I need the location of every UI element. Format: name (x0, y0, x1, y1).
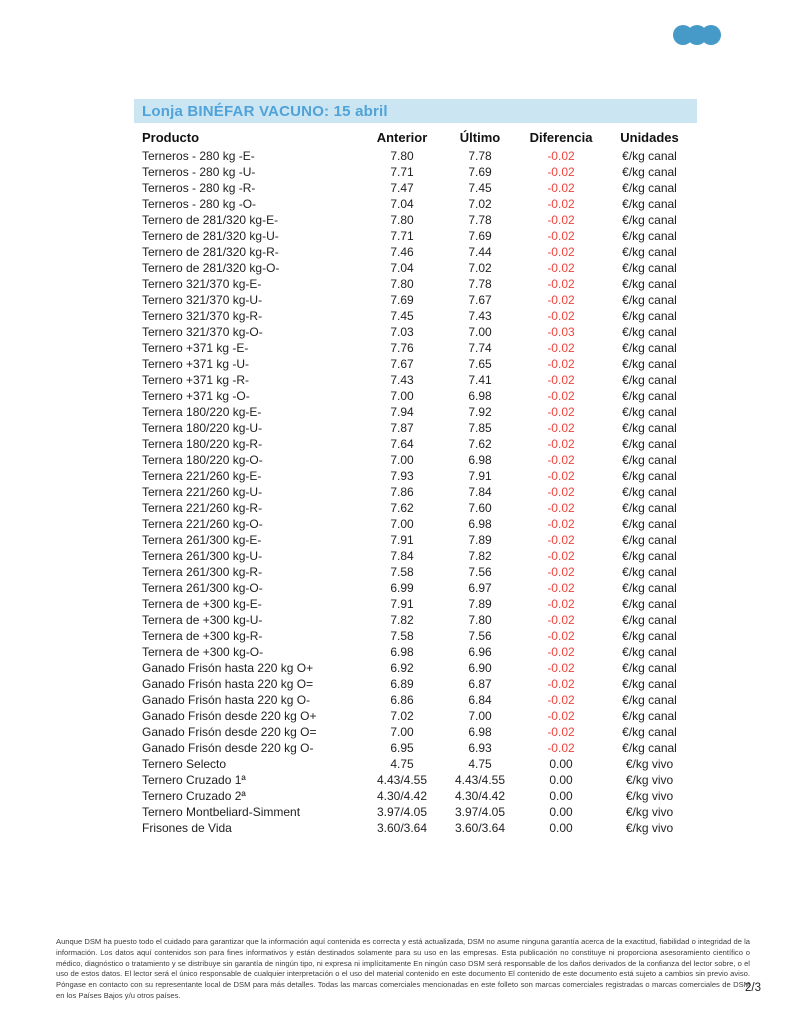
table-row (134, 692, 697, 708)
cell-ultimo: 7.85 (468, 421, 492, 435)
table-row (134, 436, 697, 452)
cell-anterior: 7.86 (390, 485, 414, 499)
cell-unidades: €/kg canal (622, 197, 677, 211)
table-row (134, 212, 697, 228)
table-row (134, 324, 697, 340)
cell-producto: Ternera 261/300 kg-E- (142, 533, 262, 547)
cell-ultimo: 7.69 (468, 165, 492, 179)
cell-ultimo: 6.90 (468, 661, 492, 675)
cell-ultimo: 7.00 (468, 325, 492, 339)
cell-producto: Ternero Montbeliard-Simment (142, 805, 301, 819)
cell-diferencia: -0.02 (547, 421, 575, 435)
cell-anterior: 7.04 (390, 261, 414, 275)
cell-anterior: 6.86 (390, 693, 414, 707)
cell-anterior: 7.71 (390, 229, 414, 243)
cell-unidades: €/kg canal (622, 325, 677, 339)
cell-unidades: €/kg canal (622, 149, 677, 163)
cell-unidades: €/kg canal (622, 725, 677, 739)
cell-ultimo: 7.60 (468, 501, 492, 515)
cell-ultimo: 3.97/4.05 (454, 805, 506, 819)
cell-producto: Ternera 221/260 kg-O- (142, 517, 263, 531)
table-row (134, 676, 697, 692)
cell-producto: Ternera 221/260 kg-R- (142, 501, 263, 515)
cell-producto: Ternera 180/220 kg-O- (142, 453, 263, 467)
cell-unidades: €/kg vivo (625, 821, 674, 835)
column-header-diferencia: Diferencia (529, 129, 593, 145)
cell-anterior: 7.82 (390, 613, 414, 627)
cell-diferencia: -0.02 (547, 453, 575, 467)
table-row (134, 420, 697, 436)
cell-producto: Ternero Cruzado 1ª (142, 773, 246, 787)
cell-unidades: €/kg canal (622, 709, 677, 723)
column-header-producto: Producto (142, 129, 200, 145)
cell-anterior: 7.00 (390, 517, 414, 531)
cell-unidades: €/kg canal (622, 613, 677, 627)
cell-ultimo: 6.98 (468, 389, 492, 403)
cell-unidades: €/kg canal (622, 661, 677, 675)
cell-producto: Terneros - 280 kg -U- (142, 165, 256, 179)
cell-anterior: 7.02 (390, 709, 414, 723)
cell-anterior: 4.30/4.42 (376, 789, 428, 803)
cell-ultimo: 7.78 (468, 149, 492, 163)
cell-ultimo: 7.41 (468, 373, 492, 387)
column-header-unidades: Unidades (620, 129, 679, 145)
table-row (134, 820, 697, 836)
cell-producto: Ternero +371 kg -R- (142, 373, 250, 387)
cell-producto: Ganado Frisón hasta 220 kg O+ (142, 661, 314, 675)
cell-diferencia: -0.02 (547, 437, 575, 451)
cell-ultimo: 6.98 (468, 453, 492, 467)
cell-anterior: 6.95 (390, 741, 414, 755)
cell-diferencia: -0.02 (547, 677, 575, 691)
cell-ultimo: 7.80 (468, 613, 492, 627)
cell-unidades: €/kg canal (622, 597, 677, 611)
cell-diferencia: -0.02 (547, 293, 575, 307)
table-row (134, 724, 697, 740)
table-row (134, 452, 697, 468)
cell-producto: Ganado Frisón desde 220 kg O+ (142, 709, 317, 723)
cell-unidades: €/kg canal (622, 181, 677, 195)
cell-anterior: 7.76 (390, 341, 414, 355)
table-row (134, 292, 697, 308)
cell-ultimo: 7.69 (468, 229, 492, 243)
table-row (134, 340, 697, 356)
cell-producto: Terneros - 280 kg -R- (142, 181, 256, 195)
cell-anterior: 7.47 (390, 181, 414, 195)
cell-unidades: €/kg canal (622, 533, 677, 547)
cell-producto: Ganado Frisón desde 220 kg O= (142, 725, 317, 739)
cell-unidades: €/kg canal (622, 741, 677, 755)
cell-producto: Ternero de 281/320 kg-E- (142, 213, 279, 227)
cell-diferencia: -0.03 (547, 325, 575, 339)
cell-producto: Ternero 321/370 kg-U- (142, 293, 263, 307)
table-row (134, 228, 697, 244)
table-row (134, 500, 697, 516)
cell-producto: Ternera 180/220 kg-R- (142, 437, 263, 451)
cell-ultimo: 6.87 (468, 677, 492, 691)
cell-producto: Ternera de +300 kg-O- (142, 645, 264, 659)
report-title: Lonja BINÉFAR VACUNO: 15 abril (142, 102, 388, 120)
table-row (134, 740, 697, 756)
table-row (134, 804, 697, 820)
cell-anterior: 7.46 (390, 245, 414, 259)
table-row (134, 644, 697, 660)
cell-unidades: €/kg canal (622, 565, 677, 579)
cell-producto: Ganado Frisón hasta 220 kg O= (142, 677, 314, 691)
cell-anterior: 6.99 (390, 581, 414, 595)
cell-anterior: 7.93 (390, 469, 414, 483)
table-row (134, 276, 697, 292)
cell-producto: Terneros - 280 kg -E- (142, 149, 255, 163)
table-row (134, 756, 697, 772)
cell-producto: Ternero 321/370 kg-O- (142, 325, 263, 339)
cell-unidades: €/kg canal (622, 517, 677, 531)
cell-anterior: 7.69 (390, 293, 414, 307)
table-body (134, 148, 697, 836)
cell-anterior: 7.03 (390, 325, 414, 339)
cell-unidades: €/kg canal (622, 165, 677, 179)
cell-unidades: €/kg canal (622, 373, 677, 387)
cell-unidades: €/kg canal (622, 421, 677, 435)
cell-unidades: €/kg canal (622, 357, 677, 371)
cell-anterior: 7.80 (390, 213, 414, 227)
cell-ultimo: 7.44 (468, 245, 492, 259)
cell-ultimo: 6.84 (468, 693, 492, 707)
cell-diferencia: -0.02 (547, 709, 575, 723)
table-row (134, 548, 697, 564)
cell-producto: Ternero Selecto (142, 757, 227, 771)
cell-diferencia: -0.02 (547, 597, 575, 611)
cell-producto: Ternero de 281/320 kg-R- (142, 245, 279, 259)
cell-ultimo: 7.89 (468, 597, 492, 611)
table-row (134, 612, 697, 628)
cell-diferencia: -0.02 (547, 197, 575, 211)
cell-anterior: 6.92 (390, 661, 414, 675)
cell-unidades: €/kg canal (622, 501, 677, 515)
cell-anterior: 3.60/3.64 (376, 821, 428, 835)
cell-unidades: €/kg vivo (625, 805, 674, 819)
price-table (134, 126, 697, 836)
cell-ultimo: 7.45 (468, 181, 492, 195)
table-row (134, 308, 697, 324)
table-row (134, 788, 697, 804)
cell-unidades: €/kg canal (622, 677, 677, 691)
cell-anterior: 7.94 (390, 405, 414, 419)
cell-producto: Ternera 180/220 kg-U- (142, 421, 263, 435)
cell-ultimo: 7.65 (468, 357, 492, 371)
cell-ultimo: 7.02 (468, 197, 492, 211)
cell-unidades: €/kg canal (622, 389, 677, 403)
cell-diferencia: -0.02 (547, 213, 575, 227)
cell-diferencia: -0.02 (547, 373, 575, 387)
cell-unidades: €/kg canal (622, 293, 677, 307)
table-row (134, 356, 697, 372)
cell-producto: Ternera 261/300 kg-O- (142, 581, 263, 595)
cell-ultimo: 7.91 (468, 469, 492, 483)
cell-diferencia: -0.02 (547, 581, 575, 595)
cell-producto: Ganado Frisón desde 220 kg O- (142, 741, 314, 755)
cell-producto: Ternero 321/370 kg-R- (142, 309, 263, 323)
cell-anterior: 7.91 (390, 533, 414, 547)
cell-unidades: €/kg canal (622, 213, 677, 227)
table-header-row (134, 126, 697, 148)
cell-diferencia: 0.00 (549, 773, 573, 787)
cell-diferencia: -0.02 (547, 741, 575, 755)
cell-producto: Ternero de 281/320 kg-O- (142, 261, 280, 275)
cell-ultimo: 7.74 (468, 341, 492, 355)
cell-diferencia: -0.02 (547, 261, 575, 275)
cell-anterior: 7.91 (390, 597, 414, 611)
cell-diferencia: -0.02 (547, 645, 575, 659)
cell-diferencia: 0.00 (549, 805, 573, 819)
table-row (134, 772, 697, 788)
cell-unidades: €/kg canal (622, 437, 677, 451)
cell-anterior: 7.67 (390, 357, 414, 371)
cell-anterior: 7.84 (390, 549, 414, 563)
table-row (134, 372, 697, 388)
cell-anterior: 6.98 (390, 645, 414, 659)
table-row (134, 708, 697, 724)
cell-producto: Ganado Frisón hasta 220 kg O- (142, 693, 311, 707)
cell-ultimo: 6.93 (468, 741, 492, 755)
table-row (134, 516, 697, 532)
cell-anterior: 7.04 (390, 197, 414, 211)
cell-unidades: €/kg canal (622, 485, 677, 499)
cell-producto: Ternera 261/300 kg-R- (142, 565, 263, 579)
cell-ultimo: 6.97 (468, 581, 492, 595)
cell-anterior: 7.58 (390, 629, 414, 643)
cell-unidades: €/kg canal (622, 245, 677, 259)
column-header-anterior: Anterior (376, 129, 428, 145)
cell-producto: Ternero 321/370 kg-E- (142, 277, 262, 291)
cell-producto: Ternera de +300 kg-U- (142, 613, 263, 627)
cell-anterior: 7.45 (390, 309, 414, 323)
cell-producto: Ternero +371 kg -E- (142, 341, 249, 355)
legal-disclaimer: Aunque DSM ha puesto todo el cuidado para garantizar que la información aquí contenida es correcta y está actualizada, DSM no asume ninguna garantía acerca de la exactitud, fiabilidad o integridad de la información. Los datos aquí contenidos son para fines informativos y están destinados solamente para su uso en las empresas. Esta publicación no constituye ni proporciona asesoramiento científico o médico, diagnóstico o tratamiento y se distribuye sin garantía de ningún tipo, ni expresa ni implícitamente En ningún caso DSM será responsable de los daños derivados de la confianza del lector sobre, o el uso de estos datos. El lector será el único responsable de cualquier interpretación o el uso del material contenido en este documento El contenido de este documento está sujeto a cambios sin previo aviso. Póngase en contacto con su representante local de DSM para más detalles. Todas las marcas comerciales mencionadas en este folleto son marcas comerciales registradas o marcas comerciales de DSM en los Países Bajos y/u otros países. (56, 937, 750, 1000)
cell-anterior: 7.00 (390, 453, 414, 467)
cell-diferencia: -0.02 (547, 469, 575, 483)
cell-ultimo: 7.78 (468, 277, 492, 291)
cell-ultimo: 6.96 (468, 645, 492, 659)
cell-diferencia: -0.02 (547, 405, 575, 419)
cell-producto: Ternero +371 kg -O- (142, 389, 250, 403)
cell-unidades: €/kg canal (622, 549, 677, 563)
cell-unidades: €/kg canal (622, 469, 677, 483)
cell-diferencia: -0.02 (547, 661, 575, 675)
cell-producto: Ternera 221/260 kg-E- (142, 469, 262, 483)
table-row (134, 196, 697, 212)
cell-anterior: 7.80 (390, 277, 414, 291)
cell-diferencia: 0.00 (549, 821, 573, 835)
cell-anterior: 7.00 (390, 725, 414, 739)
cell-ultimo: 7.78 (468, 213, 492, 227)
cell-producto: Ternera 261/300 kg-U- (142, 549, 263, 563)
table-row (134, 484, 697, 500)
cell-unidades: €/kg canal (622, 645, 677, 659)
cell-diferencia: -0.02 (547, 517, 575, 531)
cell-diferencia: -0.02 (547, 357, 575, 371)
cell-ultimo: 7.56 (468, 629, 492, 643)
cell-diferencia: -0.02 (547, 341, 575, 355)
cell-producto: Ternera de +300 kg-R- (142, 629, 263, 643)
cell-producto: Ternera 180/220 kg-E- (142, 405, 262, 419)
cell-producto: Ternera de +300 kg-E- (142, 597, 262, 611)
cell-diferencia: -0.02 (547, 485, 575, 499)
cell-diferencia: -0.02 (547, 629, 575, 643)
cell-diferencia: -0.02 (547, 613, 575, 627)
cell-unidades: €/kg canal (622, 405, 677, 419)
cell-ultimo: 6.98 (468, 725, 492, 739)
table-row (134, 164, 697, 180)
cell-anterior: 7.43 (390, 373, 414, 387)
table-row (134, 532, 697, 548)
cell-diferencia: -0.02 (547, 389, 575, 403)
cell-anterior: 7.71 (390, 165, 414, 179)
cell-producto: Ternero de 281/320 kg-U- (142, 229, 279, 243)
cell-anterior: 4.43/4.55 (376, 773, 428, 787)
cell-diferencia: -0.02 (547, 501, 575, 515)
cell-unidades: €/kg vivo (625, 757, 674, 771)
cell-producto: Ternero Cruzado 2ª (142, 789, 246, 803)
table-row (134, 660, 697, 676)
table-row (134, 180, 697, 196)
cell-anterior: 4.75 (390, 757, 414, 771)
cell-ultimo: 7.89 (468, 533, 492, 547)
cell-diferencia: -0.02 (547, 565, 575, 579)
cell-unidades: €/kg canal (622, 581, 677, 595)
table-row (134, 628, 697, 644)
cell-diferencia: -0.02 (547, 549, 575, 563)
cell-unidades: €/kg canal (622, 341, 677, 355)
cell-unidades: €/kg vivo (625, 773, 674, 787)
cell-ultimo: 4.30/4.42 (454, 789, 506, 803)
cell-ultimo: 7.82 (468, 549, 492, 563)
cell-anterior: 7.80 (390, 149, 414, 163)
cell-ultimo: 7.67 (468, 293, 492, 307)
cell-ultimo: 7.62 (468, 437, 492, 451)
cell-diferencia: -0.02 (547, 533, 575, 547)
table-row (134, 564, 697, 580)
cell-diferencia: -0.02 (547, 165, 575, 179)
table-row (134, 468, 697, 484)
cell-unidades: €/kg canal (622, 453, 677, 467)
cell-unidades: €/kg vivo (625, 789, 674, 803)
cell-anterior: 3.97/4.05 (376, 805, 428, 819)
cell-ultimo: 7.43 (468, 309, 492, 323)
table-row (134, 260, 697, 276)
cell-anterior: 7.64 (390, 437, 414, 451)
cell-anterior: 7.00 (390, 389, 414, 403)
cell-producto: Ternera 221/260 kg-U- (142, 485, 263, 499)
cell-ultimo: 7.00 (468, 709, 492, 723)
cell-ultimo: 4.75 (468, 757, 492, 771)
cell-diferencia: -0.02 (547, 309, 575, 323)
table-row (134, 596, 697, 612)
cell-ultimo: 7.02 (468, 261, 492, 275)
cell-anterior: 7.62 (390, 501, 414, 515)
column-header-ultimo: Último (459, 129, 501, 145)
cell-ultimo: 3.60/3.64 (454, 821, 506, 835)
cell-diferencia: 0.00 (549, 757, 573, 771)
cell-diferencia: -0.02 (547, 181, 575, 195)
table-row (134, 580, 697, 596)
cell-diferencia: -0.02 (547, 693, 575, 707)
table-row (134, 404, 697, 420)
cell-unidades: €/kg canal (622, 693, 677, 707)
cell-unidades: €/kg canal (622, 629, 677, 643)
cell-diferencia: -0.02 (547, 149, 575, 163)
cell-ultimo: 6.98 (468, 517, 492, 531)
cell-ultimo: 7.92 (468, 405, 492, 419)
report-title-bar (134, 99, 697, 123)
cell-diferencia: -0.02 (547, 229, 575, 243)
cell-ultimo: 7.84 (468, 485, 492, 499)
cell-diferencia: -0.02 (547, 245, 575, 259)
cell-ultimo: 7.56 (468, 565, 492, 579)
cell-diferencia: -0.02 (547, 277, 575, 291)
dsm-three-dots-logo (672, 24, 722, 46)
table-row (134, 244, 697, 260)
cell-anterior: 7.58 (390, 565, 414, 579)
cell-unidades: €/kg canal (622, 309, 677, 323)
cell-ultimo: 4.43/4.55 (454, 773, 506, 787)
cell-producto: Ternero +371 kg -U- (142, 357, 250, 371)
table-row (134, 148, 697, 164)
cell-anterior: 7.87 (390, 421, 414, 435)
table-row (134, 388, 697, 404)
cell-unidades: €/kg canal (622, 277, 677, 291)
page-number: 2/3 (745, 982, 761, 994)
cell-diferencia: -0.02 (547, 725, 575, 739)
cell-diferencia: 0.00 (549, 789, 573, 803)
cell-producto: Terneros - 280 kg -O- (142, 197, 257, 211)
cell-producto: Frisones de Vida (142, 821, 232, 835)
cell-unidades: €/kg canal (622, 261, 677, 275)
cell-anterior: 6.89 (390, 677, 414, 691)
cell-unidades: €/kg canal (622, 229, 677, 243)
